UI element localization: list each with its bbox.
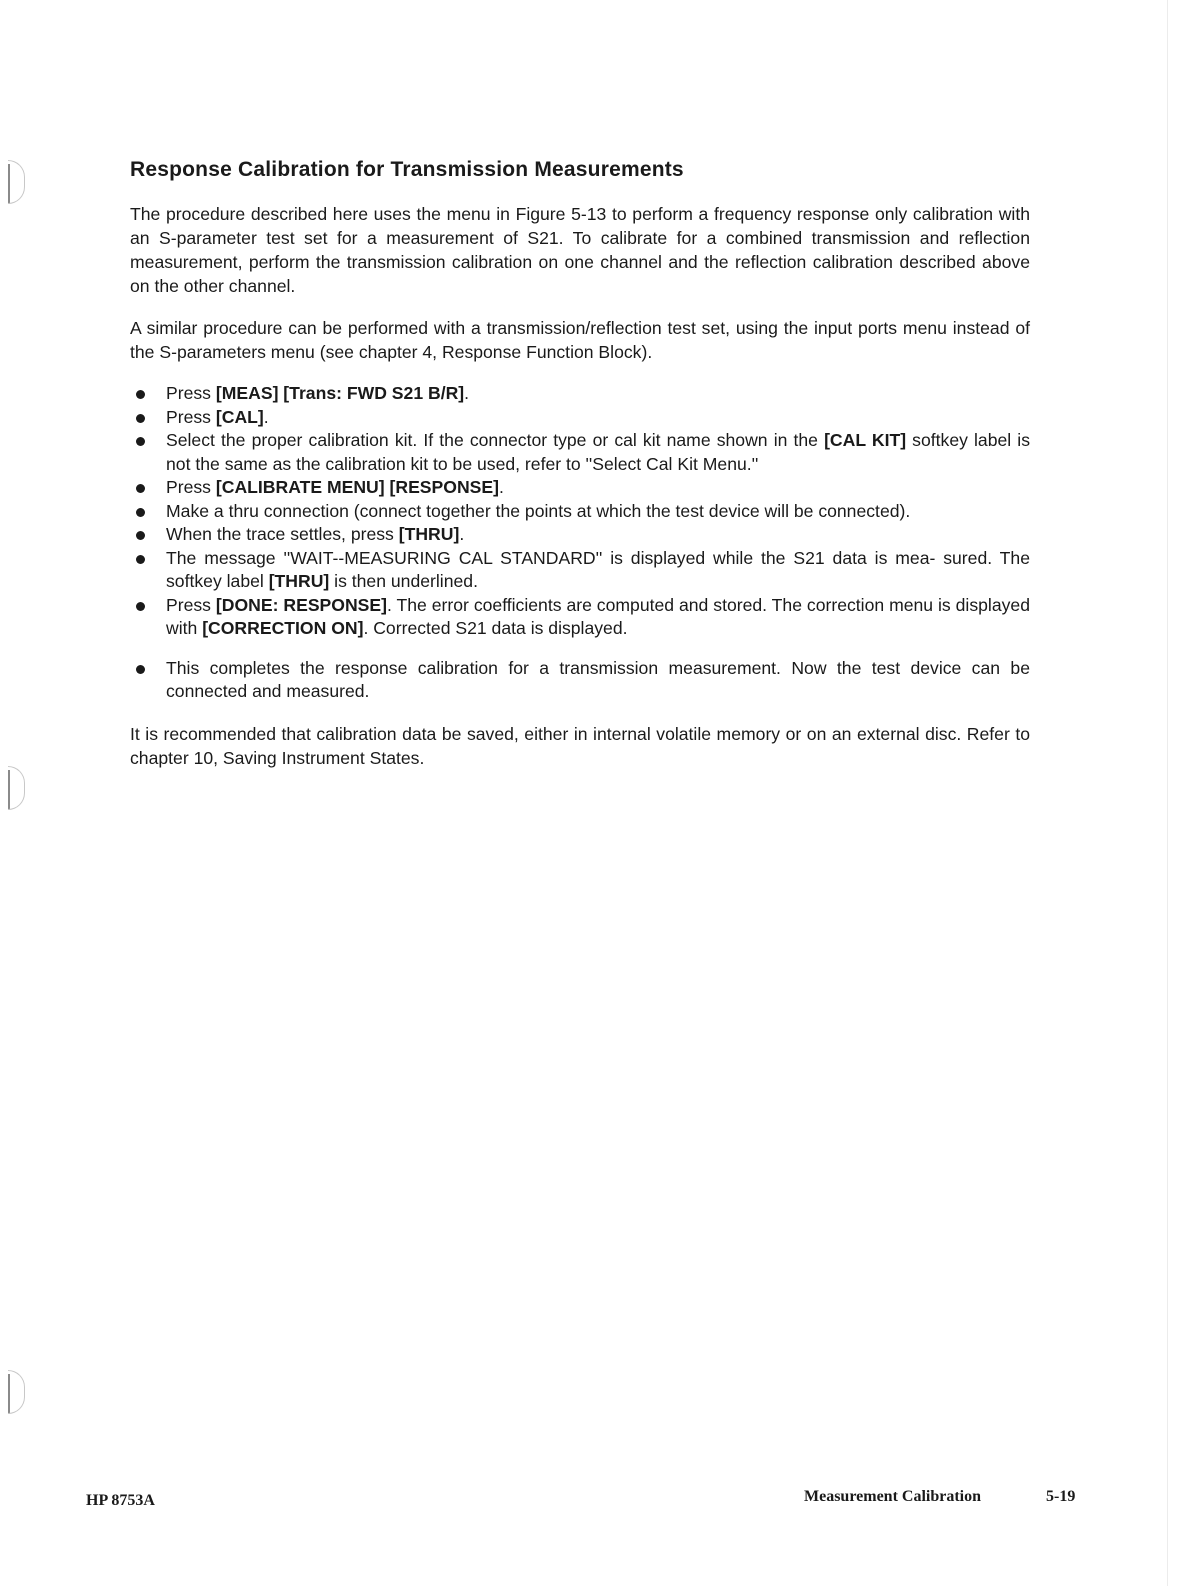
- closing-paragraph: It is recommended that calibration data be saved, either in internal volatile memory or on an external disc. Refer to chapter 10, Saving Instrument States.: [130, 723, 1030, 768]
- footer-model: HP 8753A: [86, 1492, 155, 1509]
- bullet-icon: [136, 508, 145, 517]
- bullet-icon: [136, 414, 145, 423]
- page-edge: [1167, 0, 1168, 1586]
- list-item: The message ''WAIT--MEASURING CAL STANDARD'' is displayed while the S21 data is mea- sured. The softkey label [THRU] is then underlined.: [130, 547, 1030, 594]
- list-item: Press [CALIBRATE MENU] [RESPONSE].: [130, 476, 1030, 500]
- list-item: This completes the response calibration for a transmission measurement. Now the test device can be connected and measured.: [130, 657, 1030, 704]
- page-number: 5-19: [1046, 1488, 1076, 1505]
- list-item: When the trace settles, press [THRU].: [130, 523, 1030, 547]
- bullet-icon: [136, 437, 145, 446]
- bullet-icon: [136, 665, 145, 674]
- list-item: Press [DONE: RESPONSE]. The error coefficients are computed and stored. The correction menu is displayed with [CORRECTION ON]. Corrected S21 data is displayed.: [130, 594, 1030, 641]
- bullet-icon: [136, 484, 145, 493]
- bullet-icon: [136, 390, 145, 399]
- list-item: Select the proper calibration kit. If the connector type or cal kit name shown in the [CAL KIT] softkey label is not the same as the calibration kit to be used, refer to ''Select Cal Kit Menu.'': [130, 429, 1030, 476]
- procedure-steps: [130, 382, 1030, 704]
- section-heading: Response Calibration for Transmission Measurements: [130, 158, 684, 181]
- list-item: Press [CAL].: [130, 406, 1030, 430]
- footer-section-title: Measurement Calibration: [804, 1488, 982, 1505]
- binder-hole-mark: [4, 1370, 28, 1418]
- bullet-icon: [136, 531, 145, 540]
- bullet-icon: [136, 555, 145, 564]
- binder-hole-mark: [4, 766, 28, 814]
- intro-paragraph: The procedure described here uses the menu in Figure 5-13 to perform a frequency response only calibration with an S-parameter test set for a measurement of S21. To calibrate for a combined transmission and reflection measurement, perform the transmission calibration on one channel and the reflection calibration described above on the other channel.: [130, 204, 1030, 296]
- list-item: Press [MEAS] [Trans: FWD S21 B/R].: [130, 382, 1030, 406]
- bullet-icon: [136, 602, 145, 611]
- document-body: [130, 158, 1030, 788]
- binder-hole-mark: [4, 160, 28, 208]
- alt-procedure-paragraph: A similar procedure can be performed with a transmission/reflection test set, using the input ports menu instead of the S-parameters menu (see chapter 4, Response Function Block).: [130, 318, 1030, 362]
- list-item: Make a thru connection (connect together the points at which the test device will be connected).: [130, 500, 1030, 524]
